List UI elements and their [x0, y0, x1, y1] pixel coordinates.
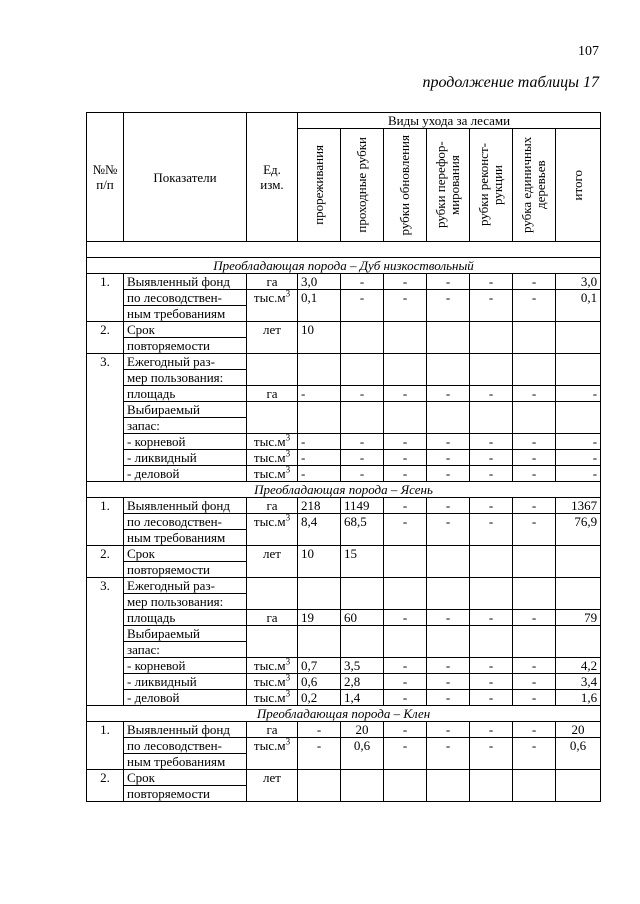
table-row: ным требованиям: [87, 530, 601, 546]
header-col: прореживания: [298, 129, 341, 242]
table-row: площадь га 19 60 - - - - 79: [87, 610, 601, 626]
header-col: рубки обновления: [384, 129, 427, 242]
table-row: 3. Ежегодный раз-: [87, 578, 601, 594]
table-row: - ликвидный $тыс.м^3$ 0,6 2,8 - - - - 3,4: [87, 674, 601, 690]
header-unit: Ед. изм.: [247, 113, 298, 242]
table-row: 1. Выявленный фонд га 3,0 - - - - - 3,0: [87, 274, 601, 290]
table-row: 1. Выявленный фонд га 218 1149 - - - - 1367: [87, 498, 601, 514]
header-col: итого: [556, 129, 601, 242]
header-col: рубки перефор-мирования: [427, 129, 470, 242]
table-row: ным требованиям: [87, 754, 601, 770]
page-number: 107: [578, 44, 599, 59]
table-row: - ликвидный $тыс.м^3$ - - - - - - -: [87, 450, 601, 466]
table-row: ным требованиям: [87, 306, 601, 322]
table-row: 2. Срок лет 10 15: [87, 546, 601, 562]
table-row: - деловой $тыс.м^3$ - - - - - - -: [87, 466, 601, 482]
header-group: Виды ухода за лесами: [298, 113, 601, 129]
section-title: Преобладающая порода – Клен: [87, 706, 601, 722]
section-title: Преобладающая порода – Ясень: [87, 482, 601, 498]
header-col: рубки реконст-рукции: [470, 129, 513, 242]
table-row: - корневой $тыс.м^3$ - - - - - - -: [87, 434, 601, 450]
table-row: площадь га - - - - - - -: [87, 386, 601, 402]
table-row: по лесоводствен- $тыс.м^3$ - 0,6 - - - - 0,6: [87, 738, 601, 754]
table-row: по лесоводствен- $тыс.м^3$ 0,1 - - - - - 0,1: [87, 290, 601, 306]
table-row: по лесоводствен- $тыс.м^3$ 8,4 68,5 - - - - 76,9: [87, 514, 601, 530]
table-row: Выбираемый: [87, 402, 601, 418]
header-col: рубка единичных деревьев: [513, 129, 556, 242]
section-title: Преобладающая порода – Дуб низкоствольный: [87, 258, 601, 274]
table-row: Выбираемый: [87, 626, 601, 642]
header-col: проходные рубки: [341, 129, 384, 242]
table-row: 3. Ежегодный раз-: [87, 354, 601, 370]
care-types-table: №№ п/п Показатели Ед. изм. Виды ухода за лесами прореживания проходные рубки рубки обновления рубки перефор-мирования рубки реконст-рукции рубка единичных деревьев итого Преобладающая порода – Дуб низкоствольный 1. Выявленный фонд га 3,0 - - - - - 3,0 по лесоводствен- $тыс.м^3$ 0,1 - - - - - 0,1 ным требованиям 2. Срок лет 10 повторяемости 3. Ежегодный раз- мер пользования: площадь га - - - - - - - Выбираемый запас: - корневой $тыс.м^3$ - - - - - - - - ликвидный $тыс.м^3$ - - - - - - - - деловой $тыс.м^3$ - - - - - - - Преобладающая порода – Ясень 1. Выявленный фонд га 218 1149 - - - - 1367 по лесоводствен- $тыс.м^3$ 8,4 68,5 - - - - 76,9 ным требованиям 2. Срок лет 10 15 повторяемости 3. Ежегодный раз- мер пользования: площадь га 19 60 - - - - 79 Выбираемый запас: - корневой $тыс.м^3$ 0,7 3,5 - - - - 4,2 - ликвидный $тыс.м^3$ 0,6 2,8 - - - - 3,4 - деловой $тыс.м^3$ 0,2 1,4 - - - - 1,6 Преобладающая порода – Клен 1. Выявленный фонд га - 20 - - - - 20 по лесоводствен- $тыс.м^3$ - 0,6 - - - - 0,6 ным требованиям 2. Срок лет повторяемости: [86, 112, 601, 802]
table-row: 2. Срок лет 10: [87, 322, 601, 338]
table-continuation-caption: продолжение таблицы 17: [422, 74, 599, 91]
table-row: - корневой $тыс.м^3$ 0,7 3,5 - - - - 4,2: [87, 658, 601, 674]
header-indicators: Показатели: [124, 113, 247, 242]
blank-row: [87, 242, 601, 258]
table-row: 2. Срок лет: [87, 770, 601, 786]
table-row: - деловой $тыс.м^3$ 0,2 1,4 - - - - 1,6: [87, 690, 601, 706]
header-num: №№ п/п: [87, 113, 124, 242]
table-row: 1. Выявленный фонд га - 20 - - - - 20: [87, 722, 601, 738]
